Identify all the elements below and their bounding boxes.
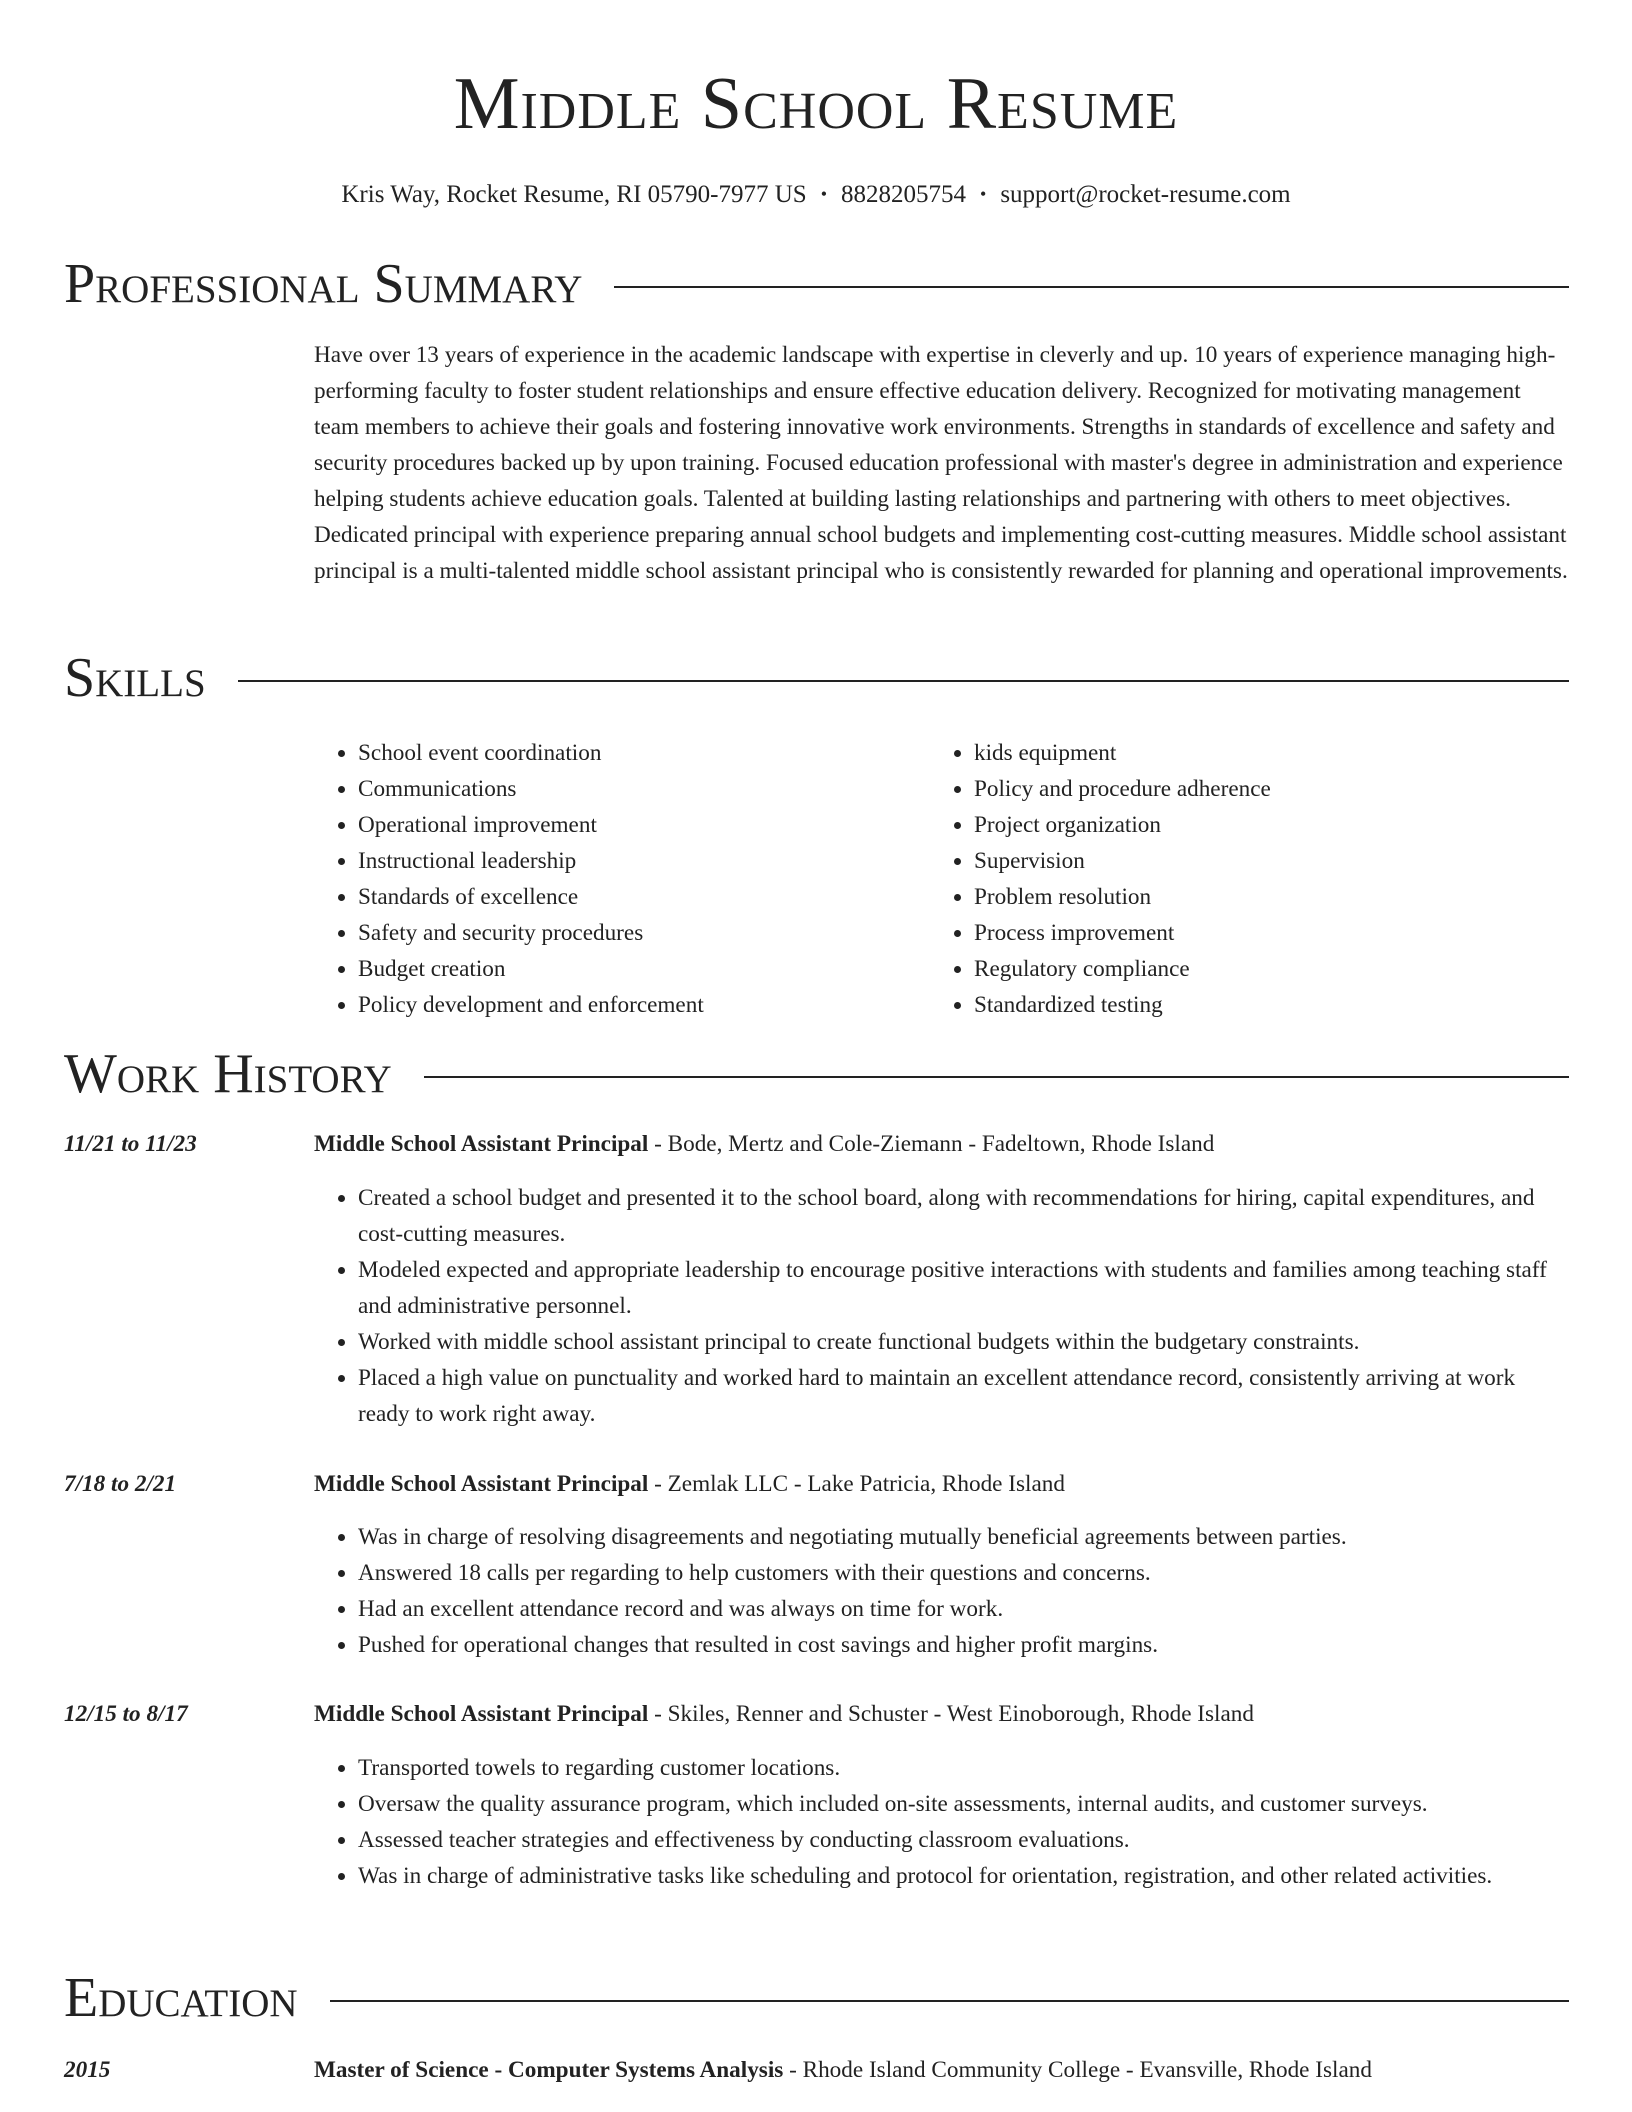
skill-item: • Policy and procedure adherence	[974, 771, 1546, 807]
skill-item: • Instructional leadership	[358, 843, 930, 879]
skill-item: • Standardized testing	[974, 987, 1546, 1023]
skill-item: • Process improvement	[974, 915, 1546, 951]
contact-address: Kris Way, Rocket Resume, RI 05790-7977 US	[341, 181, 807, 208]
work-details: - Zemlak LLC - Lake Patricia, Rhode Island	[648, 1471, 1065, 1497]
work-bullet: • Oversaw the quality assurance program, which included on-site assessments, internal audits, and customer surveys.	[358, 1786, 1569, 1822]
resume-name: Middle School Resume	[453, 63, 1179, 145]
heading-rule	[330, 2000, 1569, 2002]
contact-separator: •	[980, 184, 987, 205]
heading-rule	[238, 680, 1569, 682]
work-bullet: • Had an excellent attendance record and was always on time for work.	[358, 1591, 1569, 1627]
skill-item: • Communications	[358, 771, 930, 807]
skill-item: • Policy development and enforcement	[358, 987, 930, 1023]
skills-section-heading	[64, 646, 1569, 710]
work-title-line	[314, 1696, 1254, 1732]
skill-item: • Standards of excellence	[358, 879, 930, 915]
work-dates: 11/21 to 11/23	[64, 1131, 197, 1157]
work-bullet: • Pushed for operational changes that resulted in cost savings and higher profit margins.	[358, 1627, 1569, 1663]
work-title-line	[314, 1126, 1214, 1162]
work-bullet: • Assessed teacher strategies and effectiveness by conducting classroom evaluations.	[358, 1822, 1569, 1858]
education-year: 2015	[64, 2057, 111, 2083]
skill-item: • Operational improvement	[358, 807, 930, 843]
contact-phone: 8828205754	[841, 181, 966, 208]
skill-item: • School event coordination	[358, 735, 930, 771]
work-details: - Bode, Mertz and Cole-Ziemann - Fadeltown, Rhode Island	[648, 1131, 1215, 1157]
work-bullet: • Created a school budget and presented it to the school board, along with recommendations for hiring, capital expenditures, and cost-cutting measures.	[358, 1180, 1569, 1252]
work-bullet: • Transported towels to regarding customer locations.	[358, 1750, 1569, 1786]
work-bullet: • Worked with middle school assistant principal to create functional budgets within the budgetary constraints.	[358, 1324, 1569, 1360]
skill-item: • Supervision	[974, 843, 1546, 879]
skills-list	[314, 735, 1569, 1023]
work-bullets	[314, 1750, 1569, 1894]
work-details: - Skiles, Renner and Schuster - West Einoborough, Rhode Island	[648, 1701, 1254, 1727]
work-title: Middle School Assistant Principal	[314, 1471, 649, 1497]
contact-email: support@rocket-resume.com	[1000, 181, 1291, 208]
summary-text: Have over 13 years of experience in the academic landscape with expertise in cleverly and up. 10 years of experience managing high-performing faculty to foster student relationships and ensure effective education delivery. Recognized for motivating management team members to achieve their goals and fostering innovative work environments. Strengths in standards of excellence and safety and security procedures backed up by upon training. Focused education professional with master's degree in administration and experience helping students achieve education goals. Talented at building lasting relationships and partnering with others to meet objectives. Dedicated principal with experience preparing annual school budgets and implementing cost-cutting measures. Middle school assistant principal is a multi-talented middle school assistant principal who is consistently rewarded for planning and operational improvements.	[314, 342, 1568, 584]
skill-item: • Project organization	[974, 807, 1546, 843]
work-title-line	[314, 1466, 1065, 1502]
work-heading: Work History	[64, 1043, 392, 1105]
skill-item: • Problem resolution	[974, 879, 1546, 915]
work-bullet: • Modeled expected and appropriate leadership to encourage positive interactions with students and families among teaching staff and administrative personnel.	[358, 1252, 1569, 1324]
skill-item: • kids equipment	[974, 735, 1546, 771]
skill-item: • Regulatory compliance	[974, 951, 1546, 987]
education-degree: Master of Science - Computer Systems Analysis	[314, 2057, 784, 2083]
work-dates: 12/15 to 8/17	[64, 1701, 188, 1727]
work-title: Middle School Assistant Principal	[314, 1131, 649, 1157]
work-bullet: • Was in charge of resolving disagreements and negotiating mutually beneficial agreements between parties.	[358, 1519, 1569, 1555]
work-bullet: • Was in charge of administrative tasks like scheduling and protocol for orientation, registration, and other related activities.	[358, 1858, 1569, 1894]
skills-column-right	[930, 735, 1546, 1023]
work-title: Middle School Assistant Principal	[314, 1701, 649, 1727]
education-details: - Rhode Island Community College - Evansville, Rhode Island	[783, 2057, 1372, 2083]
work-bullet: • Placed a high value on punctuality and worked hard to maintain an excellent attendance record, consistently arriving at work ready to work right away.	[358, 1360, 1569, 1432]
contact-line	[0, 180, 1632, 211]
heading-rule	[614, 286, 1569, 288]
work-bullets	[314, 1180, 1569, 1432]
education-title-line	[314, 2052, 1372, 2088]
summary-heading: Professional Summary	[64, 253, 583, 315]
work-bullets	[314, 1519, 1569, 1663]
heading-rule	[424, 1076, 1569, 1078]
skill-item: • Safety and security procedures	[358, 915, 930, 951]
work-section-heading	[64, 1042, 1569, 1106]
work-dates: 7/18 to 2/21	[64, 1471, 177, 1497]
education-section-heading	[64, 1966, 1569, 2030]
work-bullet: • Answered 18 calls per regarding to help customers with their questions and concerns.	[358, 1555, 1569, 1591]
contact-separator: •	[820, 184, 827, 205]
education-heading: Education	[64, 1967, 298, 2029]
skills-heading: Skills	[64, 647, 206, 709]
summary-section-heading	[64, 252, 1569, 316]
skill-item: • Budget creation	[358, 951, 930, 987]
skills-column-left	[314, 735, 930, 1023]
